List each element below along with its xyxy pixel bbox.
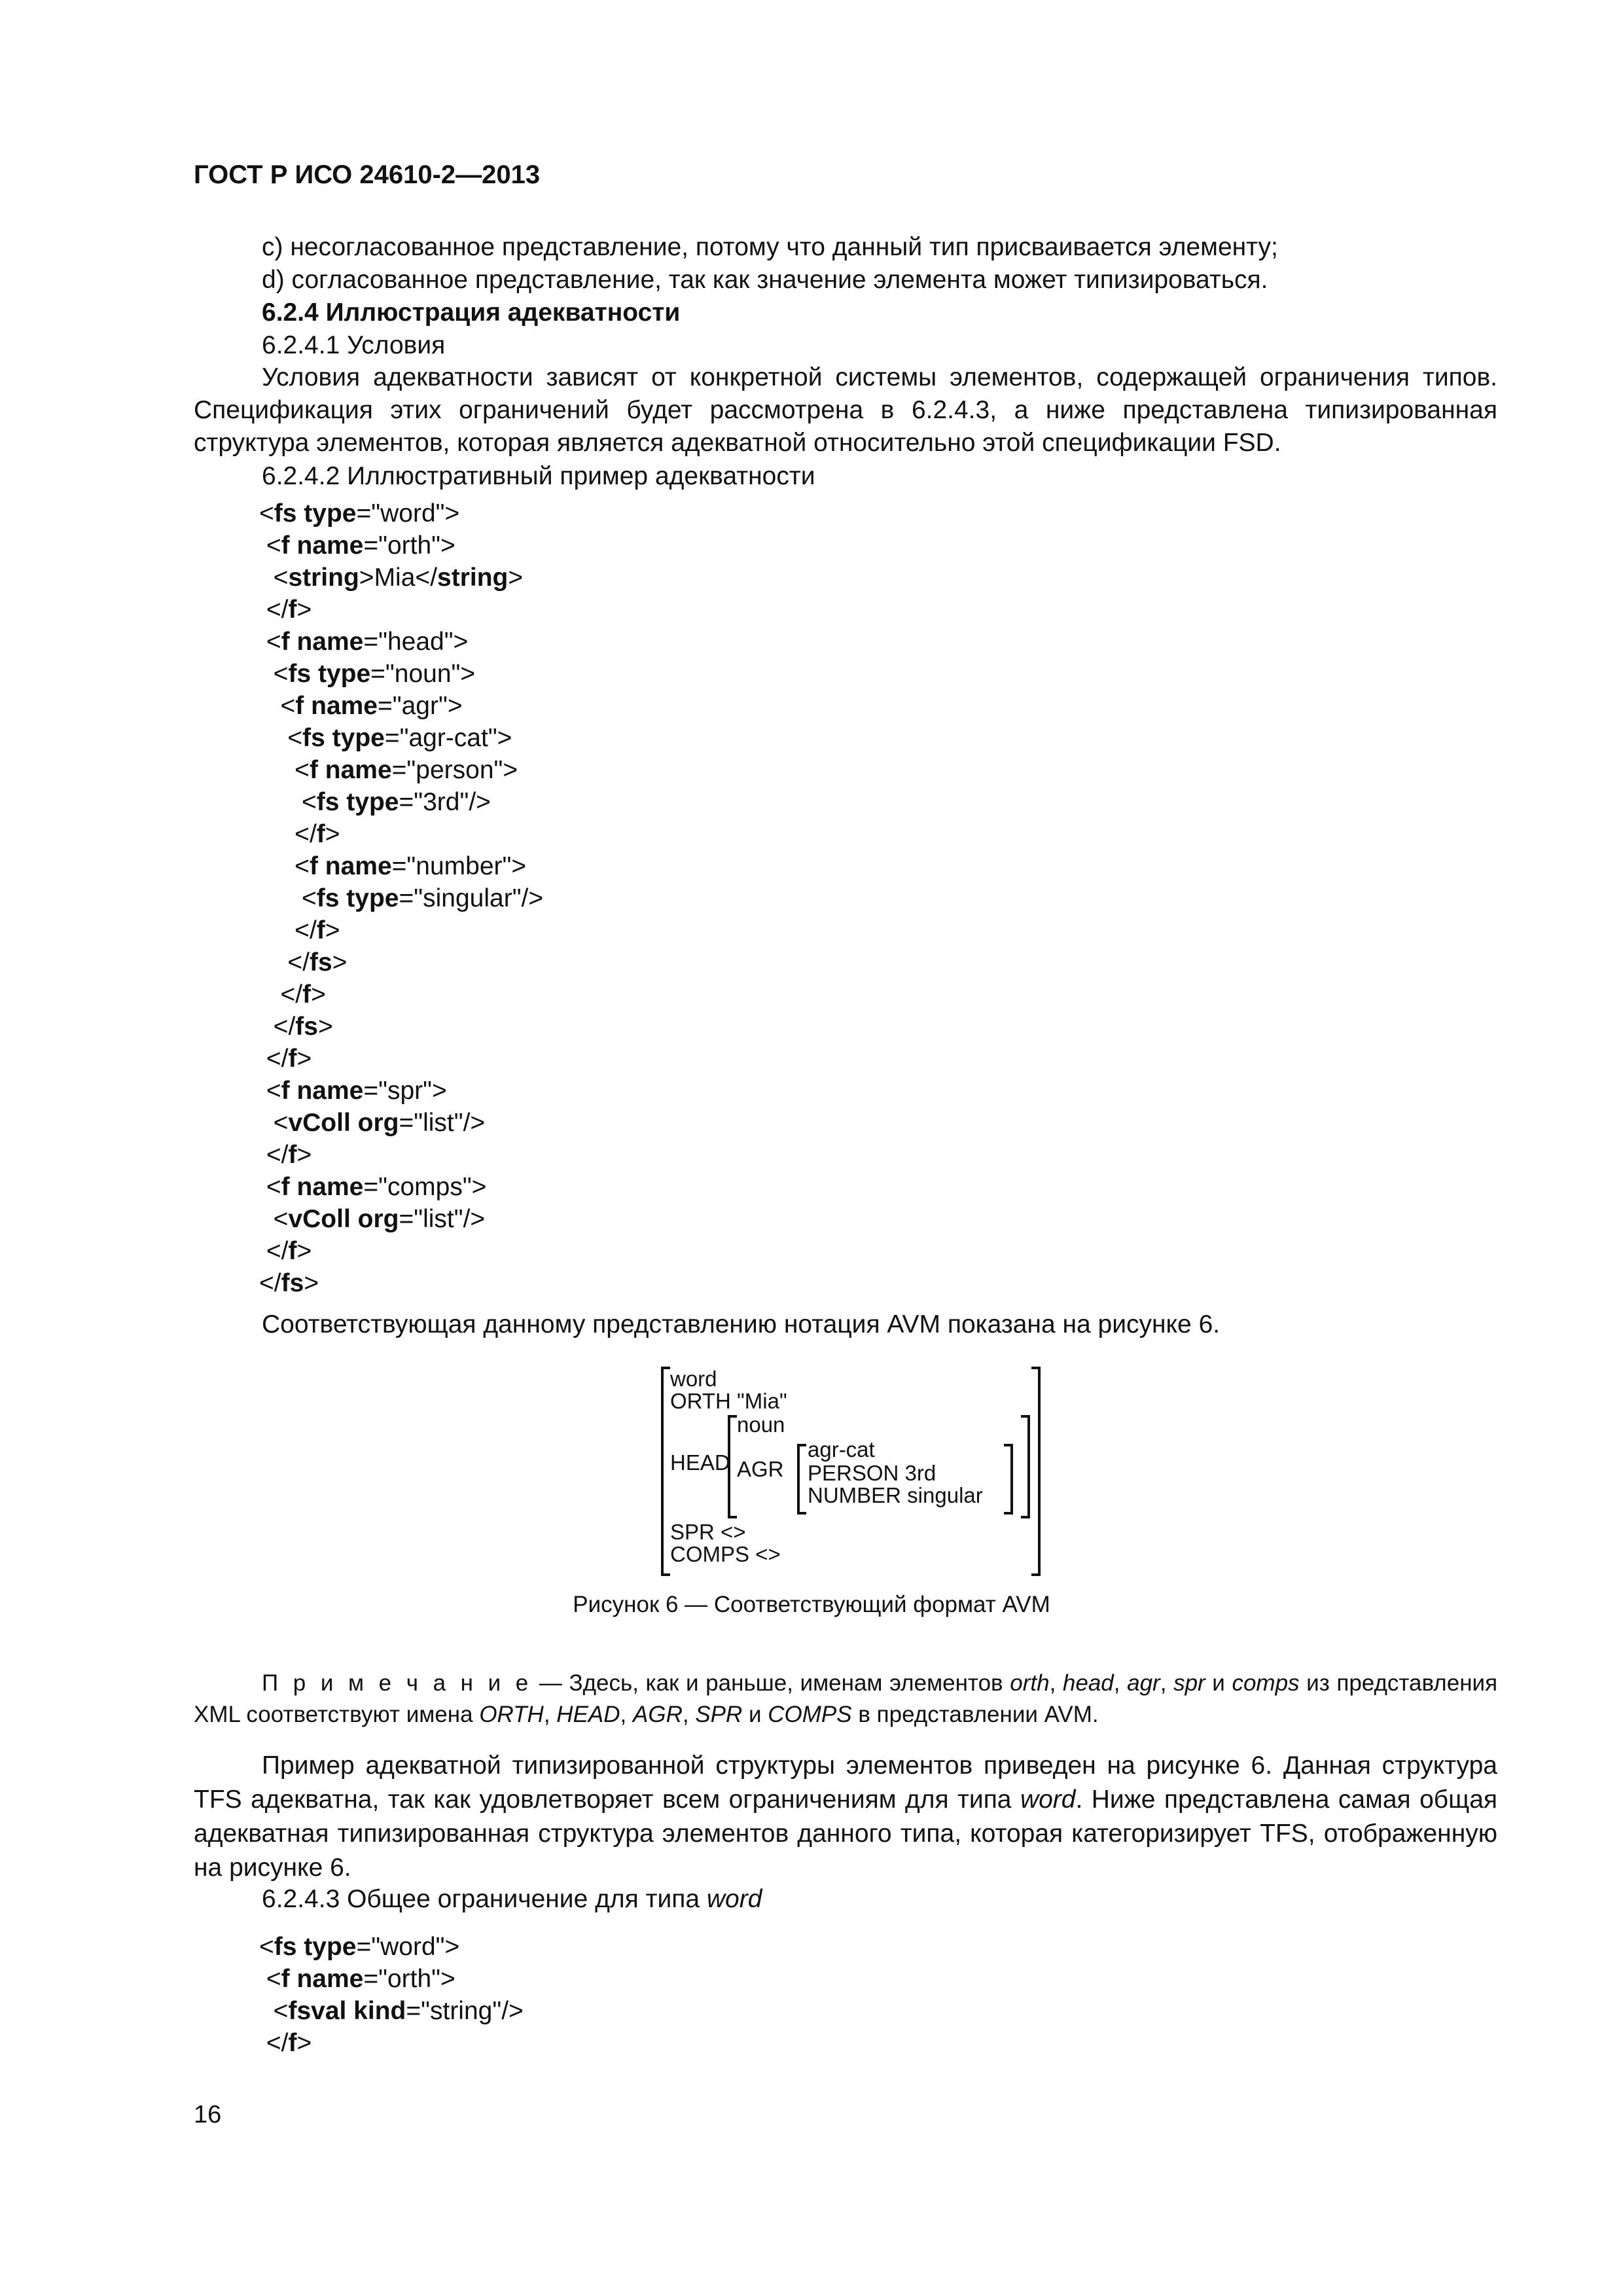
avm-head-label: HEAD — [670, 1450, 730, 1475]
avm-number: NUMBER singular — [808, 1483, 983, 1507]
code-line: </fs> — [259, 1013, 333, 1041]
code-line: <string>Mia</string> — [259, 564, 524, 592]
subsection-general-constraint: 6.2.4.3 Общее ограничение для типа word — [262, 1885, 762, 1913]
avm-type-agr-cat: agr-cat — [808, 1437, 875, 1462]
code-line: </f> — [259, 1141, 312, 1169]
code-line: <f name="orth"> — [259, 1965, 455, 1993]
code-line: </f> — [259, 2029, 312, 2057]
avm-outer-left-bracket — [661, 1367, 670, 1576]
avm-agr-left-bracket — [797, 1444, 806, 1515]
code-line: <vColl org="list"/> — [259, 1109, 486, 1137]
code-line: <f name="orth"> — [259, 531, 455, 560]
avm-comps: COMPS <> — [670, 1542, 781, 1566]
code-line: <fs type="word"> — [259, 499, 460, 528]
avm-head-left-bracket — [728, 1415, 737, 1518]
code-line: </f> — [259, 596, 312, 624]
code-line: </fs> — [259, 948, 348, 977]
list-item-c: c) несогласованное представление, потому что данный тип присваивается элементу; — [262, 233, 1278, 261]
avm-person: PERSON 3rd — [808, 1461, 936, 1485]
code-line: <f name="spr"> — [259, 1077, 447, 1105]
note-paragraph: П р и м е ч а н и е — Здесь, как и раньше, именам элементов orth, head, agr, spr и comps из представления XML соответствуют имена ORTH, HEAD, AGR, SPR и COMPS в представлении AVM. — [194, 1670, 1498, 1727]
document-header: ГОСТ Р ИСО 24610-2—2013 — [194, 160, 541, 189]
page-number: 16 — [194, 2101, 222, 2128]
code-line: <fs type="singular"/> — [259, 884, 544, 912]
code-line: <f name="person"> — [259, 756, 518, 784]
code-line: <f name="comps"> — [259, 1173, 487, 1201]
avm-orth: ORTH "Mia" — [670, 1389, 787, 1413]
code-line: </f> — [259, 1045, 312, 1073]
code-line: <fsval kind="string"/> — [259, 1997, 524, 2025]
code-line: <f name="number"> — [259, 852, 527, 880]
code-line: </f> — [259, 820, 340, 848]
avm-outer-right-bracket — [1031, 1367, 1041, 1576]
avm-spr: SPR <> — [670, 1520, 746, 1544]
code-line: <f name="head"> — [259, 628, 469, 656]
avm-agr-right-bracket — [1004, 1444, 1013, 1515]
avm-type-word: word — [670, 1367, 717, 1391]
avm-agr-label: AGR — [737, 1457, 784, 1481]
avm-figure — [661, 1367, 1041, 1576]
code-line: <fs type="agr-cat"> — [259, 724, 512, 752]
section-heading: 6.2.4 Иллюстрация адекватности — [262, 298, 681, 327]
avm-intro-text: Соответствующая данному представлению нотация AVM показана на рисунке 6. — [262, 1310, 1221, 1338]
avm-type-noun: noun — [737, 1412, 785, 1437]
code-line: <fs type="3rd"/> — [259, 788, 491, 816]
code-line: <vColl org="list"/> — [259, 1205, 486, 1233]
code-line: <fs type="word"> — [259, 1933, 460, 1961]
subsection-conditions: 6.2.4.1 Условия — [262, 331, 446, 359]
paragraph-conditions: Условия адекватности зависят от конкретной системы элементов, содержащей ограничения типов. Спецификация этих ограничений будет рассмотрена в 6.2.4.3, а ниже представлена типизированная структура элементов, которая является адекватной относительно этой спецификации FSD. — [194, 363, 1497, 457]
code-line: </fs> — [259, 1269, 319, 1297]
code-line: </f> — [259, 980, 326, 1009]
note-label: П р и м е ч а н и е — [262, 1670, 533, 1696]
avm-head-right-bracket — [1021, 1415, 1030, 1518]
code-line: <f name="agr"> — [259, 692, 463, 720]
figure-caption: Рисунок 6 — Соответствующий формат AVM — [573, 1592, 1050, 1617]
code-line: </f> — [259, 1237, 312, 1265]
code-line: </f> — [259, 916, 340, 944]
paragraph-adequacy: Пример адекватной типизированной структуры элементов приведен на рисунке 6. Данная структура TFS адекватна, так как удовлетворяет всем ограничениям для типа word. Ниже представлена самая общая адекватная типизированная структура элементов данного типа, которая категоризирует TFS, отображенную на рисунке 6. — [194, 1751, 1497, 1882]
list-item-d: d) согласованное представление, так как значение элемента может типизироваться. — [262, 266, 1268, 294]
code-line: <fs type="noun"> — [259, 660, 476, 688]
subsection-example: 6.2.4.2 Иллюстративный пример адекватности — [262, 462, 815, 490]
